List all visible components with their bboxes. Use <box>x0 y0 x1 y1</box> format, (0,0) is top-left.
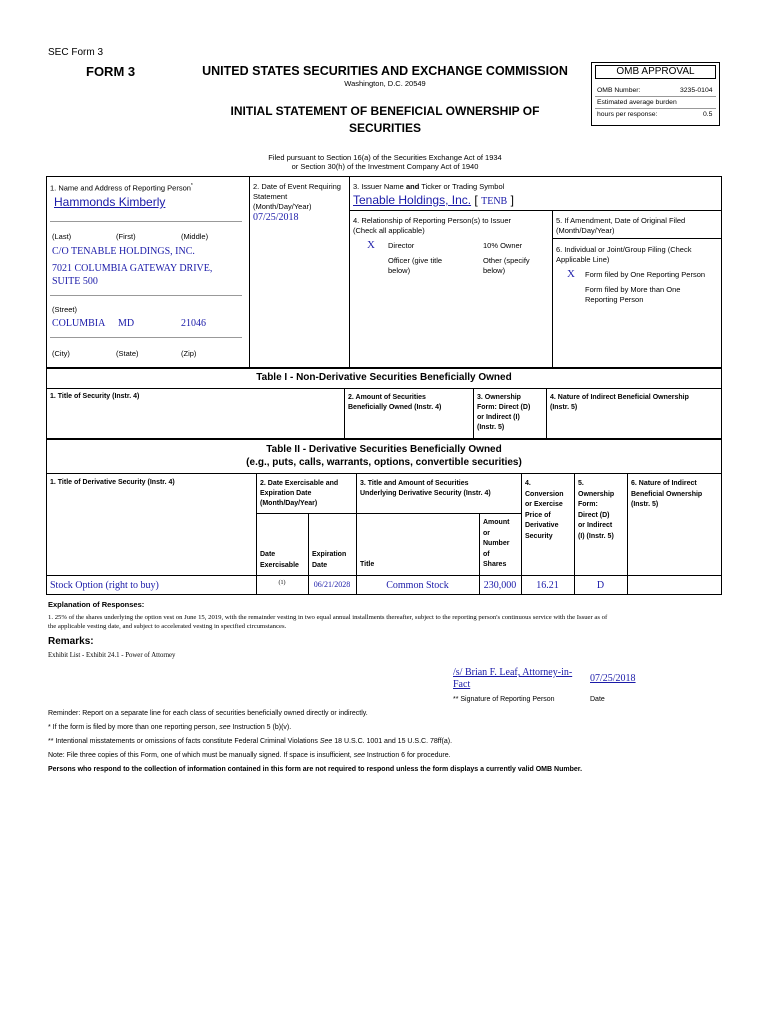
signature-label: ** Signature of Reporting Person <box>453 696 555 703</box>
table2-col-conversion: 4. Conversion or Exercise Price of Derivative Security <box>525 480 564 540</box>
director-label: Director <box>388 241 415 250</box>
last-label: (Last) <box>52 232 72 241</box>
explanation-text: 1. 25% of the shares underlying the option vest on June 15, 2019, with the remainder vesting in two equal annual installments thereafter, subject to the reporting person's continuous service with the Issuer as of the applicable vesting date, and subject to accelerated vesting in specified circumstances. <box>48 614 608 630</box>
one-person-check: X <box>567 268 575 280</box>
note-misstatements: ** Intentional misstatements or omissions of facts constitute Federal Criminal Violations See 18 U.S.C. 1001 and 15 U.S.C. 78ff(a). <box>48 738 453 745</box>
sec-form-label: SEC Form 3 <box>48 47 104 58</box>
table2-col-ownership: 5. Ownership Form: Direct (D) or Indirect (I) (Instr. 5) <box>578 480 615 540</box>
row-security: Stock Option (right to buy) <box>50 580 159 591</box>
table2-col-title: 1. Title of Derivative Security (Instr. 4) <box>50 479 175 486</box>
officer-label: Officer (give title below) <box>388 256 443 275</box>
table1-col-nature: 4. Nature of Indirect Beneficial Ownership (Instr. 5) <box>550 394 689 411</box>
omb-persons-notice: Persons who respond to the collection of information contained in this form are not required to respond unless the form displays a currently valid OMB Number. <box>48 766 583 773</box>
box6-label: 6. Individual or Joint/Group Filing (Check Applicable Line) <box>556 245 692 264</box>
form-title-line2: SECURITIES <box>348 121 421 135</box>
middle-label: (Middle) <box>181 232 209 241</box>
remarks-text: Exhibit List - Exhibit 24.1 - Power of Attorney <box>48 652 176 659</box>
signature-value: /s/ Brian F. Leaf, Attorney-in- Fact <box>453 667 573 690</box>
row-shares: 230,000 <box>483 580 517 591</box>
one-person-label: Form filed by One Reporting Person <box>585 270 706 279</box>
state-value: MD <box>118 318 135 329</box>
director-check: X <box>367 239 375 251</box>
commission-address: Washington, D.C. 20549 <box>344 79 426 88</box>
address-line3: SUITE 500 <box>52 276 98 287</box>
more-person-label: Form filed by More than One Reporting Person <box>585 285 681 304</box>
address-line2: 7021 COLUMBIA GATEWAY DRIVE, <box>52 263 213 274</box>
zip-label: (Zip) <box>181 349 197 358</box>
table2-col-underlying: 3. Title and Amount of Securities Underlying Derivative Security (Instr. 4) <box>360 480 491 497</box>
commission-name: UNITED STATES SECURITIES AND EXCHANGE COMMISSION <box>202 64 568 78</box>
street-label: (Street) <box>52 305 78 314</box>
table2-col-dates: 2. Date Exercisable and Expiration Date (Month/Day/Year) <box>260 480 339 507</box>
subhead-amount: Amount or Number of Shares <box>483 519 510 568</box>
filed-pursuant-line1: Filed pursuant to Section 16(a) of the Securities Exchange Act of 1934 <box>268 153 502 162</box>
box5-label: 5. If Amendment, Date of Original Filed (Month/Day/Year) <box>556 216 686 235</box>
table1-title: Table I - Non-Derivative Securities Beneficially Owned <box>256 372 512 383</box>
subhead-expiration: Expiration Date <box>312 551 347 569</box>
note-multiple-persons: * If the form is filed by more than one reporting person, see Instruction 5 (b)(v). <box>48 724 292 731</box>
signature-date-label: Date <box>590 696 605 703</box>
city-value: COLUMBIA <box>52 318 106 329</box>
event-date: 07/25/2018 <box>253 212 299 223</box>
explanation-heading: Explanation of Responses: <box>48 600 145 609</box>
filed-pursuant-line2: or Section 30(h) of the Investment Company Act of 1940 <box>291 162 479 171</box>
row-date-exercisable: (1) <box>278 580 286 586</box>
ten-percent-owner-label: 10% Owner <box>483 241 523 250</box>
subhead-date-exercisable: Date Exercisable <box>260 551 299 569</box>
table2-title-line2: (e.g., puts, calls, warrants, options, convertible securities) <box>246 457 522 468</box>
note-three-copies: Note: File three copies of this Form, one of which must be manually signed. If space is insufficient, see Instruction 6 for procedure. <box>48 752 451 759</box>
state-label: (State) <box>116 349 139 358</box>
omb-hours-label: hours per response: <box>597 111 658 118</box>
row-expiration: 06/21/2028 <box>313 580 351 589</box>
row-title: Common Stock <box>386 580 449 591</box>
row-ownership: D <box>596 580 605 591</box>
box2-label: 2. Date of Event Requiring Statement (Month/Day/Year) <box>253 182 341 211</box>
table1-col-amount: 2. Amount of Securities Beneficially Owned (Instr. 4) <box>348 394 442 411</box>
city-label: (City) <box>52 349 70 358</box>
signature-date: 07/25/2018 <box>590 673 636 684</box>
zip-value: 21046 <box>181 318 206 329</box>
form-number: FORM 3 <box>86 64 136 79</box>
reminder-text: Reminder: Report on a separate line for each class of securities beneficially owned directly or indirectly. <box>48 710 368 717</box>
box1-label: 1. Name and Address of Reporting Person* <box>50 183 193 193</box>
address-line1: C/O TENABLE HOLDINGS, INC. <box>52 246 195 257</box>
omb-burden-label: Estimated average burden <box>597 99 677 106</box>
ticker-symbol: TENB <box>481 196 508 207</box>
row-price: 16.21 <box>536 580 559 591</box>
reporting-person-name: Hammonds Kimberly <box>54 195 166 209</box>
form-title-line1: INITIAL STATEMENT OF BENEFICIAL OWNERSHIP OF <box>230 104 540 118</box>
issuer-line: Tenable Holdings, Inc. [ TENB ] <box>353 193 514 207</box>
omb-approval-title: OMB APPROVAL <box>595 65 716 79</box>
omb-number-value: 3235-0104 <box>680 87 713 94</box>
box4-label: 4. Relationship of Reporting Person(s) to Issuer (Check all applicable) <box>353 216 511 235</box>
box3-label: 3. Issuer Name and Ticker or Trading Symbol <box>353 182 505 191</box>
issuer-name: Tenable Holdings, Inc. <box>353 193 472 207</box>
table1-col-ownership: 3. Ownership Form: Direct (D) or Indirect (I) (Instr. 5) <box>477 394 531 431</box>
omb-number-label: OMB Number: <box>597 87 641 94</box>
remarks-heading: Remarks: <box>48 636 94 647</box>
subhead-title: Title <box>360 561 375 568</box>
first-label: (First) <box>116 232 136 241</box>
table1-col-title: 1. Title of Security (Instr. 4) <box>50 393 140 400</box>
table2-col-nature: 6. Nature of Indirect Beneficial Ownership (Instr. 5) <box>631 480 703 508</box>
omb-hours-value: 0.5 <box>703 111 713 118</box>
table2-title-line1: Table II - Derivative Securities Beneficially Owned <box>266 444 502 455</box>
other-label: Other (specify below) <box>483 256 530 275</box>
